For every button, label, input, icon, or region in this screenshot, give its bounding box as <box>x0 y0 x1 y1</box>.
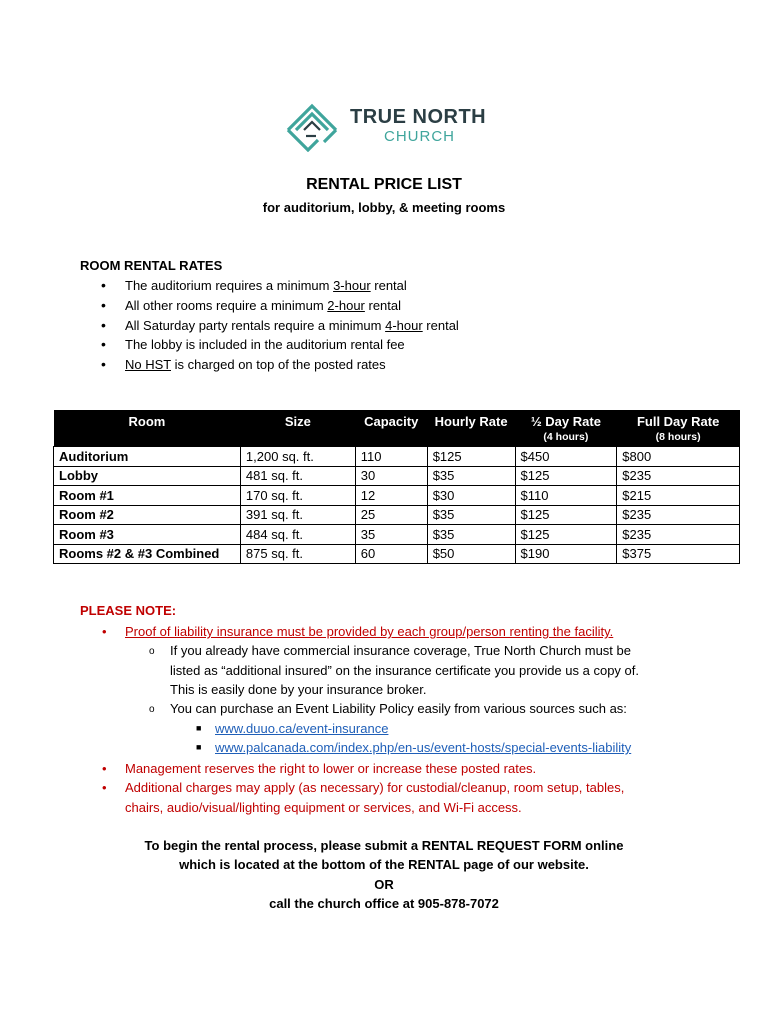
hourly-rate-cell: $125 <box>427 447 515 467</box>
half-day-rate-cell: $110 <box>515 486 617 506</box>
capacity-cell: 60 <box>355 544 427 564</box>
closing-line: OR <box>374 876 394 892</box>
hourly-rate-cell: $30 <box>427 486 515 506</box>
hourly-rate-cell: $35 <box>427 525 515 545</box>
half-day-rate-cell: $125 <box>515 525 617 545</box>
full-day-rate-cell: $800 <box>617 447 740 467</box>
column-header-capacity: Capacity <box>355 410 427 447</box>
column-header-half-day-rate: ½ Day Rate (4 hours) <box>515 410 617 447</box>
column-header-full-day-rate: Full Day Rate (8 hours) <box>617 410 740 447</box>
table-row <box>54 486 740 506</box>
rule-item: • All other rooms require a minimum 2-hour rental <box>100 296 459 316</box>
bullet-icon: • <box>102 761 107 776</box>
hourly-rate-cell: $35 <box>427 505 515 525</box>
column-header-hourly-rate: Hourly Rate <box>427 410 515 447</box>
full-day-rate-cell: $375 <box>617 544 740 564</box>
logo-subtitle: CHURCH <box>384 128 455 145</box>
size-cell: 1,200 sq. ft. <box>240 447 355 467</box>
hourly-rate-cell: $50 <box>427 544 515 564</box>
full-day-rate-cell: $235 <box>617 525 740 545</box>
size-cell: 481 sq. ft. <box>240 466 355 486</box>
rental-rates-table <box>53 410 740 564</box>
document-title: RENTAL PRICE LIST <box>306 176 462 193</box>
bullet-icon: • <box>102 780 107 795</box>
table-row <box>54 466 740 486</box>
insurance-note: Proof of liability insurance must be provided by each group/person renting the facility. <box>125 624 614 639</box>
logo-title: TRUE NORTH <box>350 106 487 128</box>
event-liability-note: You can purchase an Event Liability Policy easily from various sources such as: <box>170 701 627 716</box>
size-cell: 391 sq. ft. <box>240 505 355 525</box>
column-header-size: Size <box>240 410 355 447</box>
room-cell: Rooms #2 & #3 Combined <box>54 544 241 564</box>
capacity-cell: 25 <box>355 505 427 525</box>
closing-line: call the church office at 905-878-7072 <box>269 895 499 911</box>
table-header-row <box>54 410 740 447</box>
full-day-rate-cell: $235 <box>617 466 740 486</box>
additional-charges-note: chairs, audio/visual/lighting equipment or services, and Wi-Fi access. <box>125 799 522 815</box>
logo-mark-icon <box>284 100 344 152</box>
half-day-rate-cell: $450 <box>515 447 617 467</box>
palcanada-link[interactable]: www.palcanada.com/index.php/en-us/event-hosts/special-events-liability <box>215 740 632 755</box>
table-row <box>54 525 740 545</box>
room-cell: Room #1 <box>54 486 241 506</box>
insurance-detail-line: This is easily done by your insurance broker. <box>170 682 427 697</box>
insurance-detail-line: listed as “additional insured” on the insurance certificate you provide us a copy of. <box>170 662 639 678</box>
rule-item: • The lobby is included in the auditorium rental fee <box>100 335 459 355</box>
capacity-cell: 35 <box>355 525 427 545</box>
rule-item: • No HST is charged on top of the posted rates <box>100 355 459 375</box>
closing-line: To begin the rental process, please submit a RENTAL REQUEST FORM online <box>144 838 624 853</box>
size-cell: 170 sq. ft. <box>240 486 355 506</box>
document-subtitle: for auditorium, lobby, & meeting rooms <box>262 200 506 215</box>
rental-rules-list <box>100 276 459 375</box>
closing-line: which is located at the bottom of the RENTAL page of our website. <box>179 857 589 873</box>
capacity-cell: 30 <box>355 466 427 486</box>
circle-bullet-icon: o <box>149 646 155 657</box>
capacity-cell: 110 <box>355 447 427 467</box>
circle-bullet-icon: o <box>149 704 155 715</box>
closing-instructions <box>0 836 768 913</box>
bullet-icon: • <box>102 624 107 639</box>
room-cell: Room #3 <box>54 525 241 545</box>
hourly-rate-cell: $35 <box>427 466 515 486</box>
size-cell: 484 sq. ft. <box>240 525 355 545</box>
full-day-rate-cell: $215 <box>617 486 740 506</box>
rule-item: • The auditorium requires a minimum 3-hour rental <box>100 276 459 296</box>
square-bullet-icon: ■ <box>196 742 202 752</box>
church-logo <box>284 100 494 152</box>
table-row <box>54 447 740 467</box>
room-cell: Auditorium <box>54 447 241 467</box>
square-bullet-icon: ■ <box>196 723 202 733</box>
rule-item: • All Saturday party rentals require a minimum 4-hour rental <box>100 316 459 336</box>
half-day-rate-cell: $125 <box>515 505 617 525</box>
column-header-room: Room <box>54 410 241 447</box>
room-rental-rates-heading: ROOM RENTAL RATES <box>80 258 223 273</box>
duuo-link[interactable]: www.duuo.ca/event-insurance <box>215 720 389 736</box>
room-cell: Room #2 <box>54 505 241 525</box>
table-row <box>54 544 740 564</box>
capacity-cell: 12 <box>355 486 427 506</box>
full-day-rate-cell: $235 <box>617 505 740 525</box>
size-cell: 875 sq. ft. <box>240 544 355 564</box>
half-day-rate-cell: $190 <box>515 544 617 564</box>
additional-charges-note: Additional charges may apply (as necessary) for custodial/cleanup, room setup, tables, <box>125 780 625 795</box>
management-note: Management reserves the right to lower or increase these posted rates. <box>125 761 537 776</box>
please-note-heading: PLEASE NOTE: <box>80 603 177 618</box>
insurance-detail-line: If you already have commercial insurance coverage, True North Church must be <box>170 643 631 658</box>
half-day-rate-cell: $125 <box>515 466 617 486</box>
table-row <box>54 505 740 525</box>
room-cell: Lobby <box>54 466 241 486</box>
